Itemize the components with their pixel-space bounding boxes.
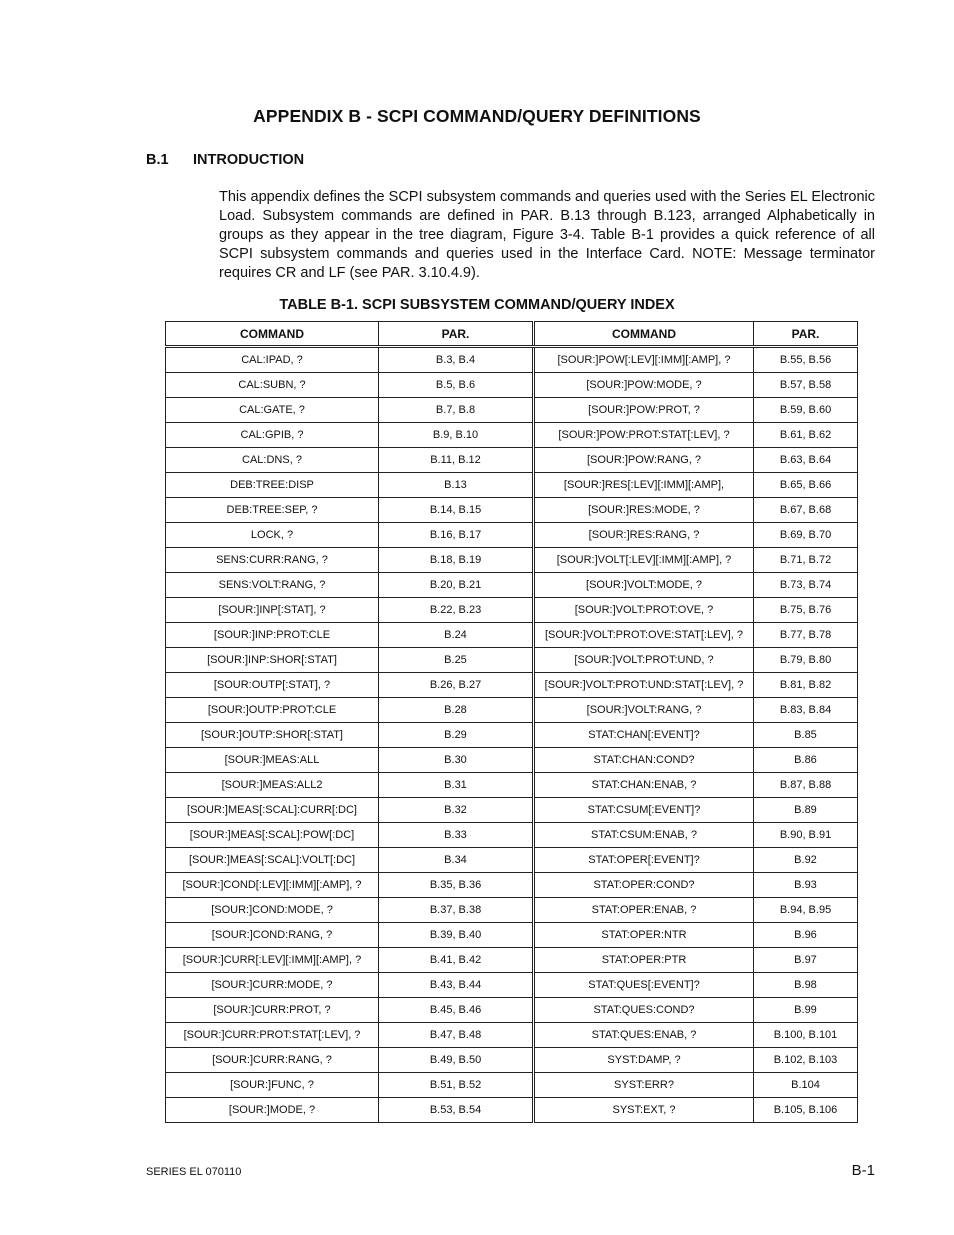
table-row — [166, 1073, 858, 1098]
command-cell: [SOUR:]POW[:LEV][:IMM][:AMP], ? — [534, 347, 754, 373]
command-cell: DEB:TREE:SEP, ? — [166, 498, 379, 523]
command-cell: [SOUR:]VOLT:RANG, ? — [534, 698, 754, 723]
table-row — [166, 473, 858, 498]
table-row — [166, 373, 858, 398]
table-row — [166, 848, 858, 873]
table-row — [166, 673, 858, 698]
par-cell: B.96 — [754, 923, 858, 948]
par-cell: B.16, B.17 — [379, 523, 534, 548]
table-row — [166, 498, 858, 523]
command-index-table — [165, 321, 858, 1123]
command-cell: [SOUR:]COND:RANG, ? — [166, 923, 379, 948]
command-cell: [SOUR:]CURR:RANG, ? — [166, 1048, 379, 1073]
par-cell: B.32 — [379, 798, 534, 823]
command-cell: [SOUR:]CURR[:LEV][:IMM][:AMP], ? — [166, 948, 379, 973]
par-cell: B.7, B.8 — [379, 398, 534, 423]
par-cell: B.28 — [379, 698, 534, 723]
command-cell: [SOUR:]POW:PROT:STAT[:LEV], ? — [534, 423, 754, 448]
par-cell: B.18, B.19 — [379, 548, 534, 573]
par-cell: B.31 — [379, 773, 534, 798]
command-cell: [SOUR:]FUNC, ? — [166, 1073, 379, 1098]
command-cell: STAT:QUES:ENAB, ? — [534, 1023, 754, 1048]
par-cell: B.39, B.40 — [379, 923, 534, 948]
command-cell: STAT:QUES[:EVENT]? — [534, 973, 754, 998]
command-cell: [SOUR:]VOLT[:LEV][:IMM][:AMP], ? — [534, 548, 754, 573]
par-cell: B.3, B.4 — [379, 347, 534, 373]
command-cell: [SOUR:]OUTP:SHOR[:STAT] — [166, 723, 379, 748]
command-cell: CAL:GPIB, ? — [166, 423, 379, 448]
command-cell: STAT:CHAN:ENAB, ? — [534, 773, 754, 798]
par-cell: B.77, B.78 — [754, 623, 858, 648]
par-cell: B.20, B.21 — [379, 573, 534, 598]
table-row — [166, 423, 858, 448]
header-command-left: COMMAND — [166, 322, 379, 347]
command-cell: SENS:CURR:RANG, ? — [166, 548, 379, 573]
intro-paragraph: This appendix defines the SCPI subsystem commands and queries used with the Series EL Electronic Load. Subsystem commands are defined in PAR. B.13 through B.123, arranged Alphabetically in groups as they appear in the tree diagram, Figure 3-4. Table B-1 provides a quick reference of all SCPI subsystem commands and queries used in the Interface Card. NOTE: Message terminator requires CR and LF (see PAR. 3.10.4.9). — [219, 189, 875, 281]
command-cell: SYST:ERR? — [534, 1073, 754, 1098]
command-cell: [SOUR:]MEAS:ALL2 — [166, 773, 379, 798]
par-cell: B.71, B.72 — [754, 548, 858, 573]
par-cell: B.11, B.12 — [379, 448, 534, 473]
table-row — [166, 748, 858, 773]
command-cell: STAT:CSUM[:EVENT]? — [534, 798, 754, 823]
command-cell: [SOUR:]INP[:STAT], ? — [166, 598, 379, 623]
par-cell: B.93 — [754, 873, 858, 898]
par-cell: B.14, B.15 — [379, 498, 534, 523]
command-cell: CAL:SUBN, ? — [166, 373, 379, 398]
par-cell: B.5, B.6 — [379, 373, 534, 398]
table-row — [166, 973, 858, 998]
par-cell: B.79, B.80 — [754, 648, 858, 673]
command-cell: [SOUR:]VOLT:PROT:UND, ? — [534, 648, 754, 673]
par-cell: B.53, B.54 — [379, 1098, 534, 1123]
command-cell: [SOUR:]MEAS[:SCAL]:CURR[:DC] — [166, 798, 379, 823]
table-row — [166, 823, 858, 848]
par-cell: B.13 — [379, 473, 534, 498]
section-title: INTRODUCTION — [193, 152, 305, 168]
par-cell: B.99 — [754, 998, 858, 1023]
par-cell: B.29 — [379, 723, 534, 748]
par-cell: B.75, B.76 — [754, 598, 858, 623]
par-cell: B.67, B.68 — [754, 498, 858, 523]
command-cell: SYST:DAMP, ? — [534, 1048, 754, 1073]
table-row — [166, 898, 858, 923]
par-cell: B.98 — [754, 973, 858, 998]
command-cell: [SOUR:]VOLT:MODE, ? — [534, 573, 754, 598]
command-cell: [SOUR:]CURR:PROT, ? — [166, 998, 379, 1023]
command-cell: [SOUR:]COND:MODE, ? — [166, 898, 379, 923]
command-cell: [SOUR:]OUTP:PROT:CLE — [166, 698, 379, 723]
section-heading — [146, 152, 304, 168]
table-row — [166, 623, 858, 648]
par-cell: B.37, B.38 — [379, 898, 534, 923]
command-cell: CAL:DNS, ? — [166, 448, 379, 473]
par-cell: B.22, B.23 — [379, 598, 534, 623]
command-cell: [SOUR:]MEAS:ALL — [166, 748, 379, 773]
par-cell: B.24 — [379, 623, 534, 648]
par-cell: B.47, B.48 — [379, 1023, 534, 1048]
table-row — [166, 798, 858, 823]
command-cell: [SOUR:]CURR:PROT:STAT[:LEV], ? — [166, 1023, 379, 1048]
command-cell: [SOUR:]MEAS[:SCAL]:POW[:DC] — [166, 823, 379, 848]
table-row — [166, 548, 858, 573]
table-row — [166, 448, 858, 473]
par-cell: B.43, B.44 — [379, 973, 534, 998]
command-cell: STAT:OPER:NTR — [534, 923, 754, 948]
table-row — [166, 523, 858, 548]
section-number: B.1 — [146, 152, 169, 168]
table-row — [166, 573, 858, 598]
par-cell: B.25 — [379, 648, 534, 673]
par-cell: B.89 — [754, 798, 858, 823]
par-cell: B.63, B.64 — [754, 448, 858, 473]
par-cell: B.94, B.95 — [754, 898, 858, 923]
par-cell: B.65, B.66 — [754, 473, 858, 498]
par-cell: B.55, B.56 — [754, 347, 858, 373]
command-cell: [SOUR:]MODE, ? — [166, 1098, 379, 1123]
table-row — [166, 398, 858, 423]
command-cell: SYST:EXT, ? — [534, 1098, 754, 1123]
par-cell: B.33 — [379, 823, 534, 848]
command-cell: [SOUR:]RES:MODE, ? — [534, 498, 754, 523]
par-cell: B.90, B.91 — [754, 823, 858, 848]
footer-series: SERIES EL 070110 — [146, 1166, 242, 1178]
table-header-row — [166, 322, 858, 347]
table-row — [166, 1048, 858, 1073]
table-row — [166, 873, 858, 898]
command-cell: STAT:OPER:PTR — [534, 948, 754, 973]
command-cell: STAT:QUES:COND? — [534, 998, 754, 1023]
par-cell: B.81, B.82 — [754, 673, 858, 698]
par-cell: B.102, B.103 — [754, 1048, 858, 1073]
page-title: APPENDIX B - SCPI COMMAND/QUERY DEFINITIONS — [253, 106, 701, 126]
par-cell: B.73, B.74 — [754, 573, 858, 598]
table-row — [166, 948, 858, 973]
table-row — [166, 1098, 858, 1123]
table-row — [166, 723, 858, 748]
table-row — [166, 1023, 858, 1048]
command-cell: STAT:CHAN:COND? — [534, 748, 754, 773]
command-cell: STAT:OPER[:EVENT]? — [534, 848, 754, 873]
command-cell: [SOUR:]POW:RANG, ? — [534, 448, 754, 473]
par-cell: B.26, B.27 — [379, 673, 534, 698]
par-cell: B.61, B.62 — [754, 423, 858, 448]
command-cell: LOCK, ? — [166, 523, 379, 548]
par-cell: B.69, B.70 — [754, 523, 858, 548]
command-cell: CAL:IPAD, ? — [166, 347, 379, 373]
command-cell: STAT:CSUM:ENAB, ? — [534, 823, 754, 848]
command-cell: [SOUR:]COND[:LEV][:IMM][:AMP], ? — [166, 873, 379, 898]
table-row — [166, 923, 858, 948]
command-cell: [SOUR:]RES[:LEV][:IMM][:AMP], — [534, 473, 754, 498]
table-body — [166, 347, 858, 1123]
par-cell: B.41, B.42 — [379, 948, 534, 973]
table-row — [166, 998, 858, 1023]
par-cell: B.87, B.88 — [754, 773, 858, 798]
header-par-left: PAR. — [379, 322, 534, 347]
par-cell: B.97 — [754, 948, 858, 973]
par-cell: B.35, B.36 — [379, 873, 534, 898]
table-row — [166, 598, 858, 623]
command-cell: STAT:CHAN[:EVENT]? — [534, 723, 754, 748]
par-cell: B.59, B.60 — [754, 398, 858, 423]
table-row — [166, 347, 858, 373]
command-cell: [SOUR:]CURR:MODE, ? — [166, 973, 379, 998]
command-cell: [SOUR:OUTP[:STAT], ? — [166, 673, 379, 698]
command-cell: [SOUR:]INP:SHOR[:STAT] — [166, 648, 379, 673]
par-cell: B.104 — [754, 1073, 858, 1098]
table-row — [166, 648, 858, 673]
par-cell: B.100, B.101 — [754, 1023, 858, 1048]
command-cell: CAL:GATE, ? — [166, 398, 379, 423]
par-cell: B.9, B.10 — [379, 423, 534, 448]
table-caption: TABLE B-1. SCPI SUBSYSTEM COMMAND/QUERY INDEX — [279, 297, 675, 313]
table-row — [166, 698, 858, 723]
table-row — [166, 773, 858, 798]
par-cell: B.51, B.52 — [379, 1073, 534, 1098]
command-cell: [SOUR:]VOLT:PROT:OVE:STAT[:LEV], ? — [534, 623, 754, 648]
command-cell: [SOUR:]VOLT:PROT:UND:STAT[:LEV], ? — [534, 673, 754, 698]
command-cell: [SOUR:]POW:MODE, ? — [534, 373, 754, 398]
command-cell: [SOUR:]INP:PROT:CLE — [166, 623, 379, 648]
par-cell: B.83, B.84 — [754, 698, 858, 723]
command-cell: SENS:VOLT:RANG, ? — [166, 573, 379, 598]
command-cell: [SOUR:]RES:RANG, ? — [534, 523, 754, 548]
par-cell: B.92 — [754, 848, 858, 873]
footer-page-number: B-1 — [851, 1162, 875, 1179]
par-cell: B.34 — [379, 848, 534, 873]
command-cell: STAT:OPER:COND? — [534, 873, 754, 898]
command-cell: [SOUR:]POW:PROT, ? — [534, 398, 754, 423]
command-cell: [SOUR:]MEAS[:SCAL]:VOLT[:DC] — [166, 848, 379, 873]
par-cell: B.57, B.58 — [754, 373, 858, 398]
command-cell: [SOUR:]VOLT:PROT:OVE, ? — [534, 598, 754, 623]
par-cell: B.85 — [754, 723, 858, 748]
par-cell: B.30 — [379, 748, 534, 773]
header-command-right: COMMAND — [534, 322, 754, 347]
par-cell: B.45, B.46 — [379, 998, 534, 1023]
par-cell: B.49, B.50 — [379, 1048, 534, 1073]
command-cell: STAT:OPER:ENAB, ? — [534, 898, 754, 923]
par-cell: B.86 — [754, 748, 858, 773]
command-cell: DEB:TREE:DISP — [166, 473, 379, 498]
par-cell: B.105, B.106 — [754, 1098, 858, 1123]
header-par-right: PAR. — [754, 322, 858, 347]
